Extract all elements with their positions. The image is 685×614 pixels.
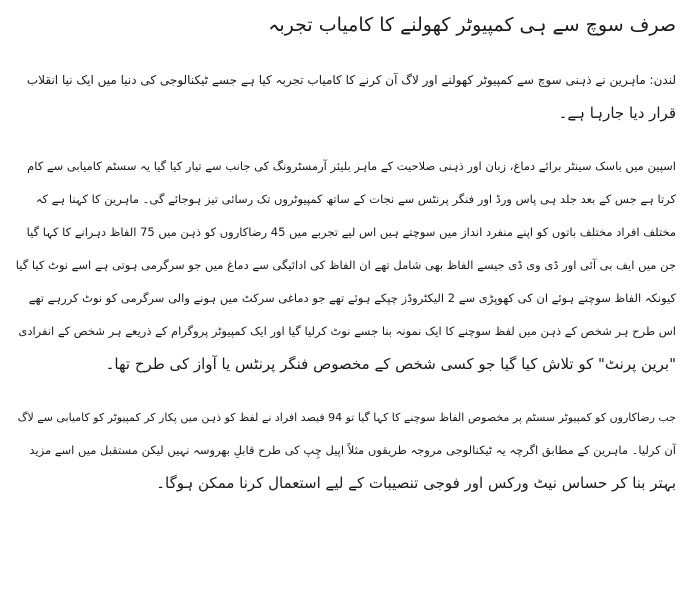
paragraph-line: بہتر بنا کر حساس نیٹ ورکس اور فوجی تنصیبات کے لیے استعمال کرنا ممکن ہوگا۔ — [156, 474, 676, 492]
paragraph-gap — [14, 130, 676, 150]
paragraph-line: مختلف افراد مختلف باتوں کو اپنے منفرد انداز میں سوچتے ہیں اس لیے تجربے میں 45 رضاکاروں کو ذہن میں 75 الفاظ دہرانے کا کہا گیا — [26, 225, 676, 239]
article-headline: صرف سوچ سے ہی کمپیوٹر کھولنے کا کامیاب تجربہ — [268, 14, 676, 36]
paragraph-gap — [14, 381, 676, 401]
spacer — [14, 44, 676, 64]
article-paragraph-1 — [14, 64, 676, 130]
paragraph-line: جن میں ایف بی آئی اور ڈی وی ڈی جیسے الفاظ بھی شامل تھے ان الفاظ کی ادائیگی سے دماغ میں جو سرگرمی ہوتی ہے اسے نوٹ کیا گیا — [15, 258, 676, 272]
paragraph-line: کرتا ہے جس کے بعد جلد ہی پاس ورڈ اور فنگر پرنٹس سے نجات کے ساتھ کمپیوٹروں تک رسائی تیز ہوجائے گی۔ ماہرین کا کہنا ہے کہ — [35, 192, 676, 206]
article — [14, 0, 676, 614]
paragraph-line: آن کرلیا۔ ماہرین کے مطابق اگرچہ یہ ٹیکنالوجی مروجہ طریقوں مثلاً اپیل چِپ کی طرح قابلِ بھروسہ نہیں لیکن مستقبل میں اسے مزید — [29, 443, 676, 457]
paragraph-line: اس طرح ہر شخص کے ذہن میں لفظ سوچنے کا ایک نمونہ بنا جسے نوٹ کرلیا گیا اور ایک کمپیوٹر پروگرام کے ذریعے ہر شخص کے انفرادی — [18, 324, 676, 338]
paragraph-line: "برین پرنٹ" کو تلاش کیا گیا جو کسی شخص کے مخصوص فنگر پرنٹس یا آواز کی طرح تھا۔ — [105, 355, 676, 373]
paragraph-line: قرار دیا جارہا ہے۔ — [558, 104, 676, 122]
paragraph-line: کیونکہ الفاظ سوچتے ہوئے ان کی کھوپڑی سے 2 الیکٹروڈز چپکے ہوئے تھے جو دماغی سرکٹ میں ہونے والی سرگرمی کو نوٹ کررہے تھے — [28, 291, 676, 305]
paragraph-line: لندن: ماہرین نے ذہنی سوچ سے کمپیوٹر کھولنے اور لاگ آن کرنے کا کامیاب تجربہ کیا ہے جسے ٹیکنالوجی کی دنیا میں ایک نیا انقلاب — [26, 73, 676, 87]
article-paragraph-2 — [14, 150, 676, 381]
paragraph-line: اسپین میں باسک سینٹر برائے دماغ، زبان اور ذہنی صلاحیت کے ماہر بلیئر آرمسٹرونگ کی جانب سے تیار کیا گیا یہ سسٹم کامیابی سے کام — [27, 159, 676, 173]
article-paragraph-3 — [14, 401, 676, 500]
paragraph-line: جب رضاکاروں کو کمپیوٹر سسٹم پر مخصوص الفاظ سوچنے کا کہا گیا تو 94 فیصد افراد نے لفظ کو ذہن میں پکار کر کمپیوٹر کو کامیابی سے لاگ — [17, 411, 676, 424]
